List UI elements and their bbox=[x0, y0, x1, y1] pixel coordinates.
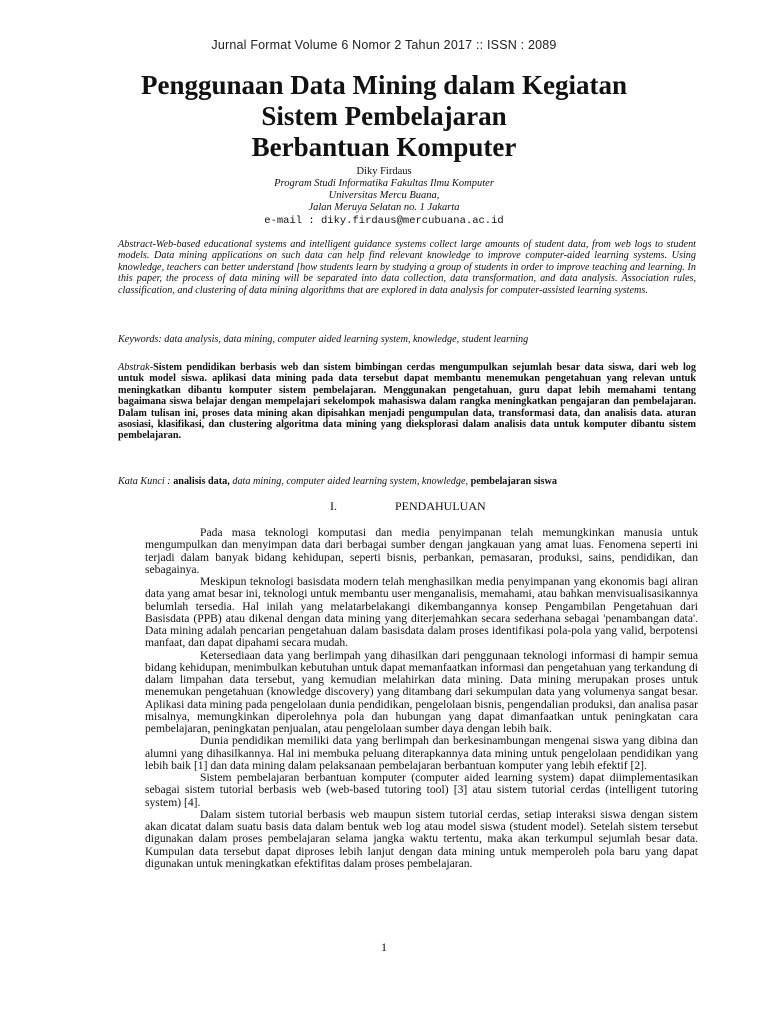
paragraph: Sistem pembelajaran berbantuan komputer (computer aided learning system) dapat diimplementasikan sebagai sistem tutorial berbasis web (web-based tutoring tool) [3] atau sistem tutorial cerdas (intelligent tutoring system) [4]. bbox=[145, 771, 698, 809]
paragraph: Dunia pendidikan memiliki data yang berlimpah dan berkesinambungan mengenai siswa yang dibina dan alumni yang dihasilkannya. Hal ini membuka peluang diterapkannya data mining untuk pengelolaan pendidikan yang lebih baik [1] dan data mining dalam pelaksanaan pembelajaran berbantuan komputer yang lebih efektif [2]. bbox=[145, 734, 698, 772]
abstract-indonesian bbox=[118, 362, 696, 442]
section-number: I. bbox=[330, 499, 337, 513]
abstract-body: Sistem pendidikan berbasis web dan sistem bimbingan cerdas mengumpulkan sejumlah besar data siswa, dari web log untuk model siswa. aplikasi data mining pada data tersebut dapat membantu menemukan pengetahuan yang relevan untuk meningkatkan dibantu komputer sistem pembelajaran. Menggunakan pengetahuan, guru dapat lebih memahami tentang bagaimana siswa belajar dengan mempelajari sekelompok mahasiswa dalam rangka meningkatkan pengajaran dan pembelajaran. Dalam tulisan ini, proses data mining akan dipisahkan menjadi pengumpulan data, transformasi data, dan analisis data. aturan asosiasi, klasifikasi, dan clustering algoritma data mining yang dieksplorasi dalam analisis data untuk komputer dibantu sistem pembelajaran. bbox=[118, 362, 696, 442]
paper-title bbox=[60, 70, 708, 163]
keywords-indonesian bbox=[118, 476, 696, 488]
paragraph: Pada masa teknologi komputasi dan media penyimpanan telah memungkinkan manusia untuk mengumpulkan dan menyimpan data dari berbagai sumber dengan jangkauan yang amat luas. Fenomena seperti ini terjadi dalam banyak bidang kehidupan, seperti bisnis, perbankan, pemasaran, produksi, sains, pendidikan, dan sebagainya. bbox=[145, 526, 698, 576]
author-block bbox=[0, 166, 768, 227]
abstract-english: Abstract-Web-based educational systems and intelligent guidance systems collect large amounts of student data, from web logs to student models. Data mining applications on such data can help find relevant knowledge to improve computer-aided learning systems. Using knowledge, teachers can better understand [how students learn by studying a group of students in order to improve teaching and learning. In this paper, the process of data mining will be separated into data collection, data transformation, and data analysis. Association rules, classification, and clustering of data mining algorithms that are explored in data analysis for computer-assisted learning systems. bbox=[118, 239, 696, 296]
journal-header: Jurnal Format Volume 6 Nomor 2 Tahun 2017 :: ISSN : 2089 bbox=[211, 38, 557, 52]
paragraph: Ketersediaan data yang berlimpah yang dihasilkan dari penggunaan teknologi informasi di hampir semua bidang kehidupan, menimbulkan kebutuhan untuk dapat memanfaatkan informasi dan pengetahuan yang terkandung di dalam limpahan data tersebut, yang kemudian melahirkan data mining. Data mining merupakan proses untuk menemukan pengetahuan (knowledge discovery) yang ditambang dari sekumpulan data yang volumenya sangat besar. Aplikasi data mining pada pengelolaan dunia pendidikan, pengelolaan bisnis, pengendalian produksi, dan analisa pasar misalnya, memungkinkan diperolehnya pola dan hubungan yang dapat dimanfaatkan untuk peningkatan cara pembelajaran, peningkatan penjualan, atau pengelolaan sumber daya dengan lebih baik. bbox=[145, 648, 698, 735]
title-line: Sistem Pembelajaran bbox=[261, 101, 507, 131]
affiliation-line: Jalan Meruya Selatan no. 1 Jakarta bbox=[308, 202, 460, 213]
keywords-english: Keywords: data analysis, data mining, computer aided learning system, knowledge, student learning bbox=[118, 334, 529, 345]
abstract-lead: Abstrak- bbox=[118, 362, 154, 373]
paragraph: Meskipun teknologi basisdata modern telah menghasilkan media penyimpanan yang ekonomis bagi aliran data yang amat besar ini, teknologi untuk membantu user menganalisis, memahami, atau bahkan menvisualisasikannya belumlah tersedia. Hal inilah yang melatarbelakangi dikembangannya konsep Pengambilan Pengetahuan dari Basisdata (PPB) atau dikenal dengan data mining yang diterjemahkan secara sederhana sebagai 'penambangan data'. Data mining adalah pencarian pengetahuan dalam basisdata dalam proses identifikasi pola-pola yang valid, berpotensi manfaat, dan dapat dipahami secara mudah. bbox=[145, 575, 698, 650]
affiliation-line: Universitas Mercu Buana, bbox=[328, 190, 440, 201]
author-email: e-mail : diky.firdaus@mercubuana.ac.id bbox=[264, 215, 504, 227]
author-name: Diky Firdaus bbox=[356, 166, 412, 177]
keyword-bold: analisis data, bbox=[173, 476, 230, 487]
title-line: Berbantuan Komputer bbox=[251, 132, 517, 162]
title-line: Penggunaan Data Mining dalam Kegiatan bbox=[140, 70, 628, 100]
paragraph: Dalam sistem tutorial berbasis web maupun sistem tutorial cerdas, setiap interaksi siswa dengan sistem akan dicatat dalam suatu basis data dalam bentuk web log atau model siswa (student model). Setelah sistem tersebut digunakan dalam proses pembelajaran selama jangka waktu tertentu, maka akan terkumpul sejumlah besar data. Kumpulan data tersebut dapat diproses lebih lanjut dengan data mining untuk memperoleh pola baru yang dapat digunakan untuk meningkatkan efektifitas dalam proses pembelajaran. bbox=[145, 807, 698, 870]
section-title: PENDAHULUAN bbox=[395, 499, 486, 513]
affiliation-line: Program Studi Informatika Fakultas Ilmu Komputer bbox=[274, 178, 494, 189]
keyword-italic: data mining, computer aided learning system, knowledge, bbox=[229, 476, 469, 487]
body-text bbox=[145, 527, 698, 870]
page-number: 1 bbox=[381, 940, 387, 954]
keyword-bold: pembelajaran siswa bbox=[468, 476, 557, 487]
keywords-lead: Kata Kunci : bbox=[118, 476, 174, 487]
